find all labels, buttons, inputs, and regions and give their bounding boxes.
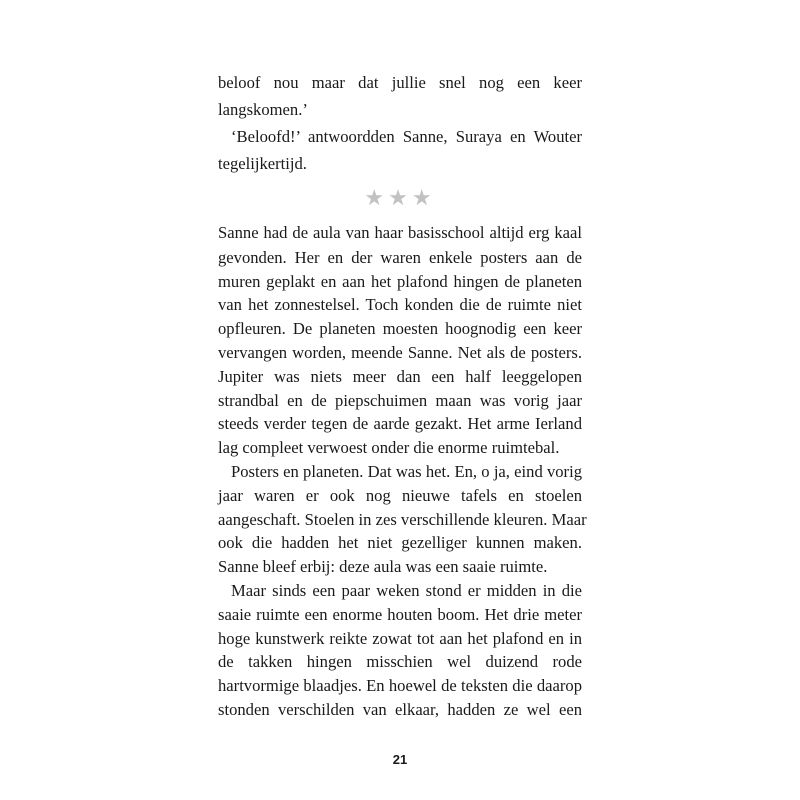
text-line: saaie ruimte een enorme houten boom. Het drie meter [218,605,582,624]
text-line: Jupiter was niets meer dan een half leeggelopen [218,367,582,386]
text-line: gevonden. Her en der waren enkele posters aan de [218,248,582,267]
text-line: beloof nou maar dat jullie snel nog een keer [218,73,582,92]
text-line: hartvormige blaadjes. En hoewel de teksten die daarop [218,676,582,695]
text-line: ‘Beloofd!’ antwoordden Sanne, Suraya en Wouter [231,127,582,146]
text-line: Sanne bleef erbij: deze aula was een saaie ruimte. [218,557,548,576]
text-line: tegelijkertijd. [218,154,307,173]
text-line: vervangen worden, meende Sanne. Net als de posters. [218,343,582,362]
text-line: muren geplakt en aan het plafond hingen de planeten [218,272,582,291]
text-line: opfleuren. De planeten moesten hoognodig een keer [218,319,582,338]
text-line: strandbal en de piepschuimen maan was vorig jaar [218,391,582,410]
section-separator: ★★★ [364,186,436,211]
page-number: 21 [392,752,408,767]
text-line: Sanne had de aula van haar basisschool altijd erg kaal [218,223,582,242]
text-line: de takken hingen misschien wel duizend rode [218,652,582,671]
text-line: langskomen.’ [218,100,308,119]
text-line: van het zonnestelsel. Toch konden die de ruimte niet [218,295,582,314]
text-line: steeds verder tegen de aarde gezakt. Het arme Ierland [218,414,582,433]
text-line: stonden verschilden van elkaar, hadden ze wel een [218,700,582,719]
text-line: Posters en planeten. Dat was het. En, o ja, eind vorig [231,462,582,481]
text-line: aangeschaft. Stoelen in zes verschillende kleuren. Maar [218,510,587,529]
text-line: ook die hadden het niet gezelliger kunnen maken. [218,533,582,552]
text-line: Maar sinds een paar weken stond er midden in die [231,581,582,600]
text-line: jaar waren er ook nog nieuwe tafels en stoelen [218,486,582,505]
text-line: hoge kunstwerk reikte zowat tot aan het plafond en in [218,629,582,648]
text-line: lag compleet verwoest onder die enorme ruimtebal. [218,438,560,457]
